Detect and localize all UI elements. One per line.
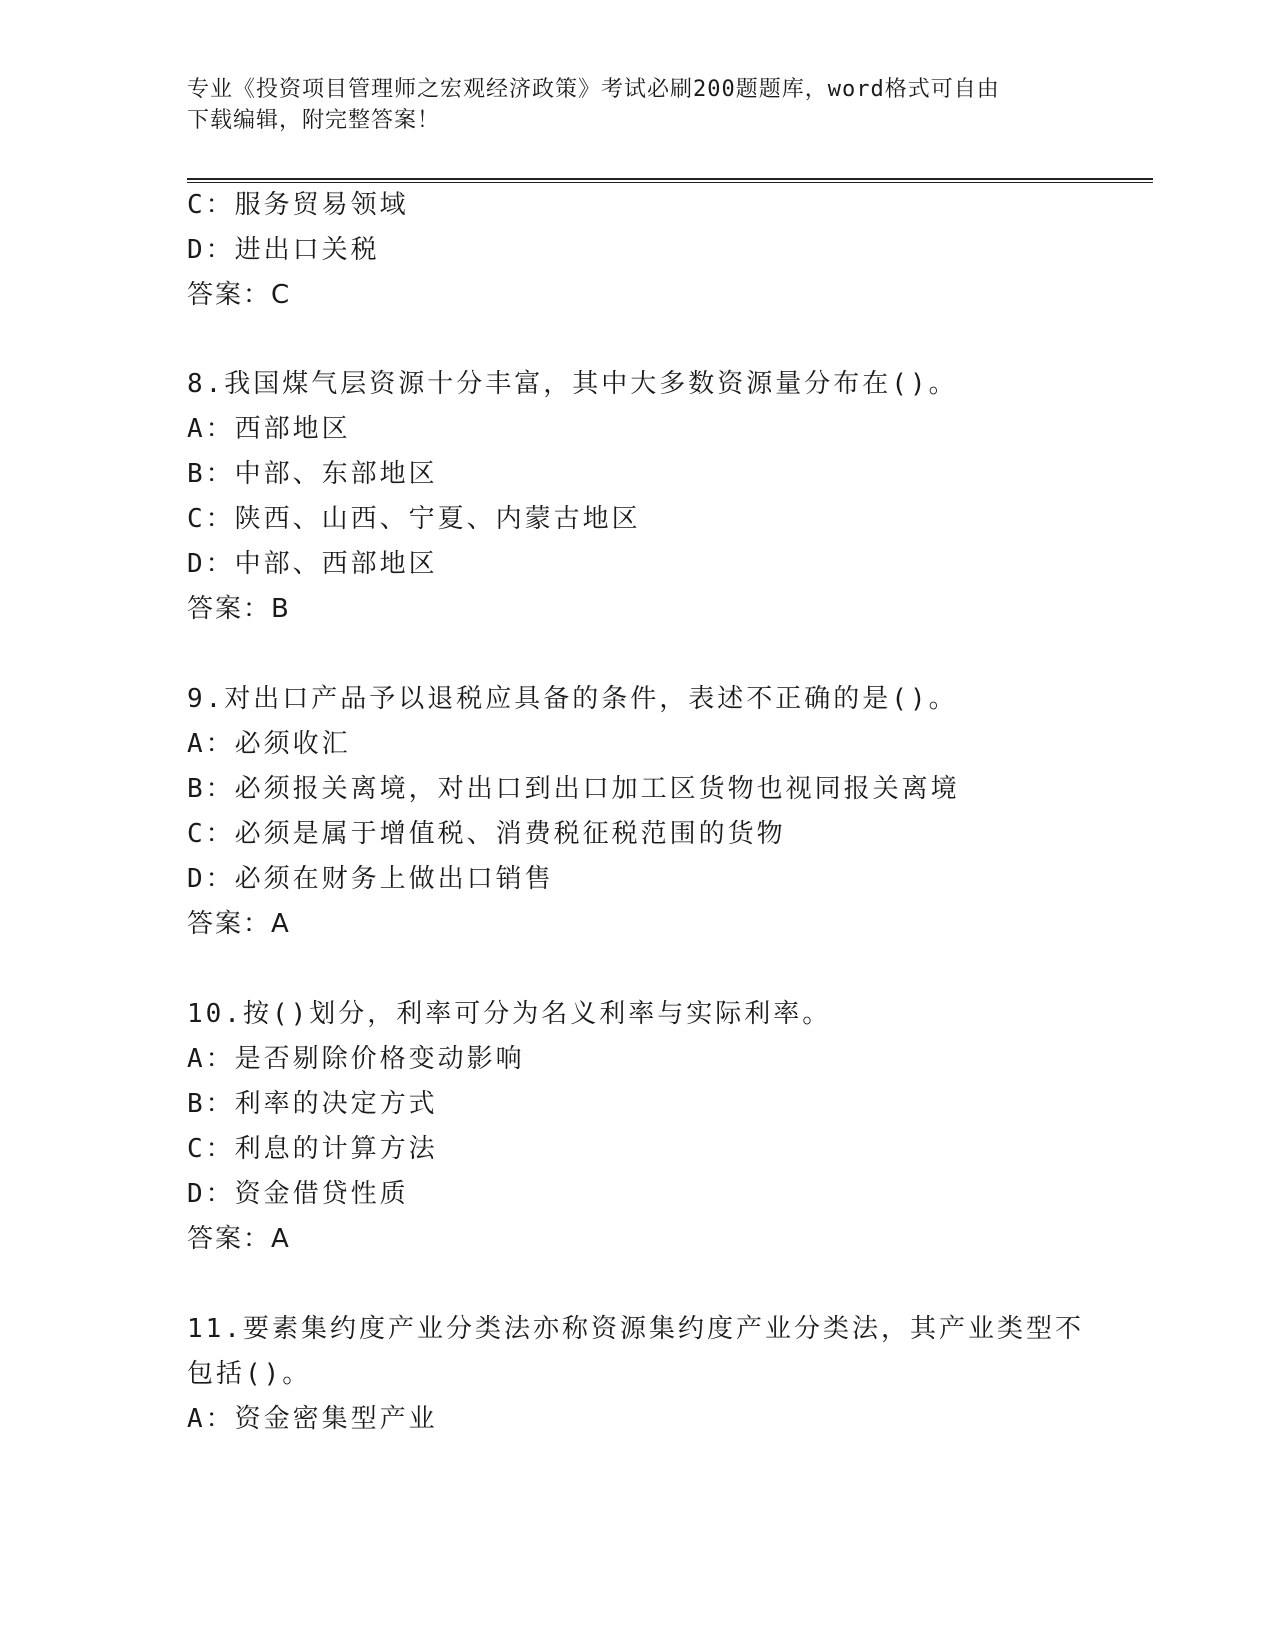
q9-option-b: B：必须报关离境，对出口到出口加工区货物也视同报关离境 [187,774,960,804]
q8-option-c: C：陕西、山西、宁夏、内蒙古地区 [187,504,641,534]
q11-question-line-1: 11.要素集约度产业分类法亦称资源集约度产业分类法，其产业类型不 [187,1314,1084,1344]
q11-question-line-2: 包括()。 [187,1359,312,1389]
q7-option-c: C：服务贸易领域 [187,190,409,220]
q10-option-d: D：资金借贷性质 [187,1179,409,1209]
q9-option-a: A：必须收汇 [187,729,351,759]
q10-option-b: B：利率的决定方式 [187,1089,438,1119]
q10-option-a: A：是否剔除价格变动影响 [187,1044,525,1074]
q10-answer: 答案：A [187,1224,291,1254]
q7-answer: 答案：C [187,280,292,310]
q9-option-d: D：必须在财务上做出口销售 [187,864,554,894]
q11-option-a: A：资金密集型产业 [187,1404,438,1434]
header-divider [187,178,1153,183]
q8-option-b: B：中部、东部地区 [187,459,438,489]
q10-option-c: C：利息的计算方法 [187,1134,438,1164]
q8-question: 8.我国煤气层资源十分丰富，其中大多数资源量分布在()。 [187,369,958,399]
q8-option-d: D：中部、西部地区 [187,549,438,579]
q9-question: 9.对出口产品予以退税应具备的条件，表述不正确的是()。 [187,684,958,714]
document-header [187,74,1087,136]
header-line-2: 下载编辑，附完整答案！ [187,108,441,133]
q8-answer: 答案：B [187,594,291,624]
q7-option-d: D：进出口关税 [187,235,380,265]
q10-question: 10.按()划分，利率可分为名义利率与实际利率。 [187,999,832,1029]
q8-option-a: A：西部地区 [187,414,351,444]
q9-answer: 答案：A [187,909,291,939]
header-line-1: 专业《投资项目管理师之宏观经济政策》考试必刷200题题库，word格式可自由 [187,77,1000,102]
q9-option-c: C：必须是属于增值税、消费税征税范围的货物 [187,819,786,849]
